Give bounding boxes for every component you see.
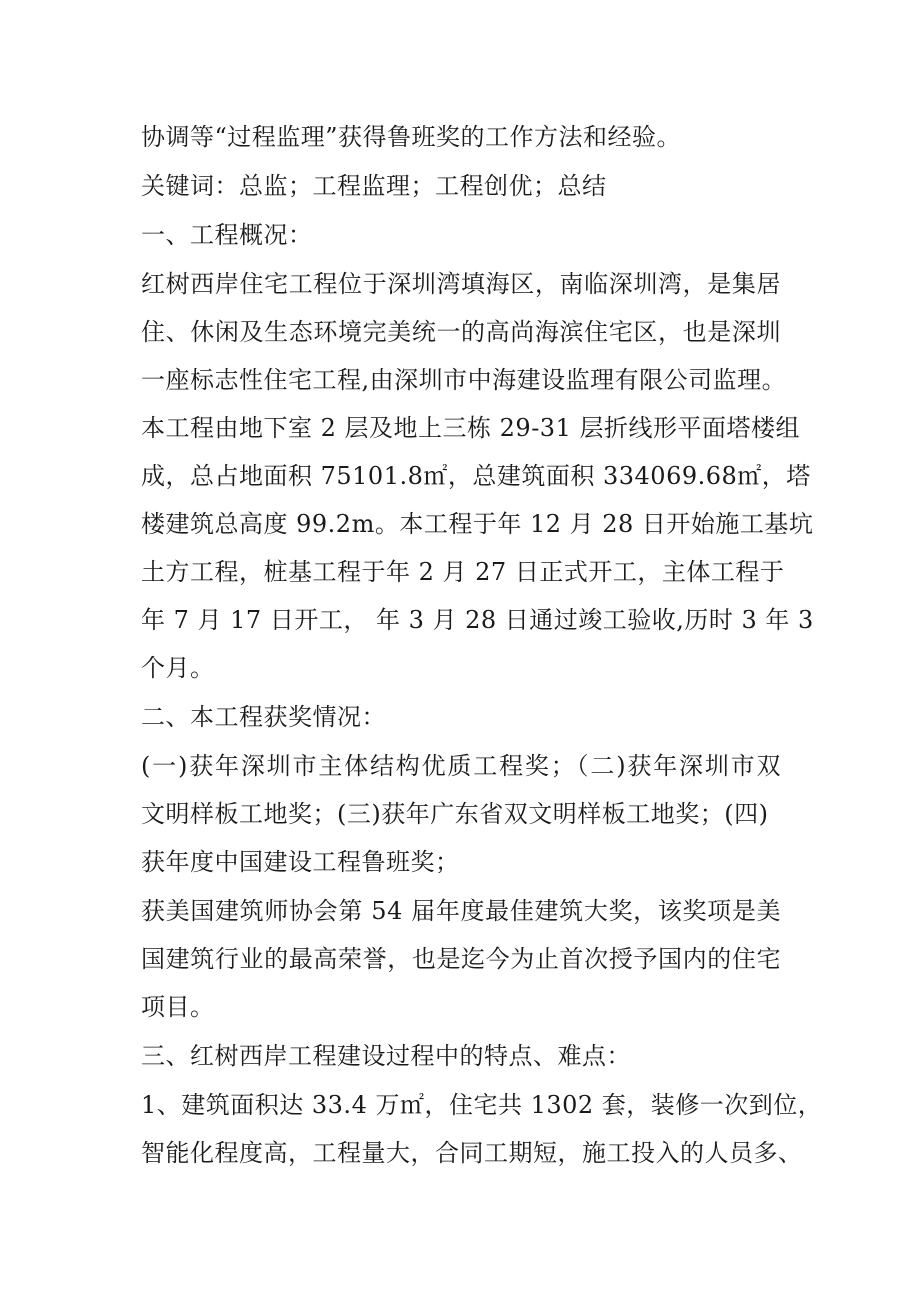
text-line: (一)获年深圳市主体结构优质工程奖；（二)获年深圳市双 bbox=[141, 752, 781, 780]
section-heading-features: 三、红树西岸工程建设过程中的特点、难点： bbox=[141, 1042, 631, 1070]
text-line: 土方工程，桩基工程于年 2 月 27 日正式开工，主体工程于 bbox=[141, 558, 785, 586]
text-line: 国建筑行业的最高荣誉，也是迄今为止首次授予国内的住宅 bbox=[141, 945, 781, 973]
text-line: 本工程由地下室 2 层及地上三栋 29-31 层折线形平面塔楼组 bbox=[141, 414, 800, 442]
text-line: 成，总占地面积 75101.8㎡，总建筑面积 334069.68㎡，塔 bbox=[141, 462, 811, 490]
text-line: 1、建筑面积达 33.4 万㎡，住宅共 1302 套，装修一次到位， bbox=[141, 1091, 823, 1119]
text-line: 红树西岸住宅工程位于深圳湾填海区，南临深圳湾，是集居 bbox=[141, 270, 781, 298]
text-line: 一座标志性住宅工程,由深圳市中海建设监理有限公司监理。 bbox=[141, 366, 787, 394]
text-line-intro-end: 协调等“过程监理”获得鲁班奖的工作方法和经验。 bbox=[141, 123, 682, 151]
text-line: 住、休闲及生态环境完美统一的高尚海滨住宅区，也是深圳 bbox=[141, 318, 781, 346]
section-heading-overview: 一、工程概况： bbox=[141, 221, 313, 249]
text-line: 年 7 月 17 日开工， 年 3 月 28 日通过竣工验收,历时 3 年 3 bbox=[141, 606, 814, 634]
text-line: 个月。 bbox=[141, 654, 215, 682]
text-line: 楼建筑总高度 99.2m。本工程于年 12 月 28 日开始施工基坑 bbox=[141, 510, 814, 538]
text-line: 获年度中国建设工程鲁班奖； bbox=[141, 848, 460, 876]
text-line: 文明样板工地奖；(三)获年广东省双文明样板工地奖；(四) bbox=[141, 800, 769, 828]
text-line: 项目。 bbox=[141, 993, 215, 1021]
section-heading-awards: 二、本工程获奖情况： bbox=[141, 703, 386, 731]
text-line-keywords: 关键词：总监；工程监理；工程创优；总结 bbox=[141, 172, 607, 200]
text-line: 智能化程度高，工程量大，合同工期短，施工投入的人员多、 bbox=[141, 1139, 803, 1167]
text-line: 获美国建筑师协会第 54 届年度最佳建筑大奖，该奖项是美 bbox=[141, 897, 781, 925]
